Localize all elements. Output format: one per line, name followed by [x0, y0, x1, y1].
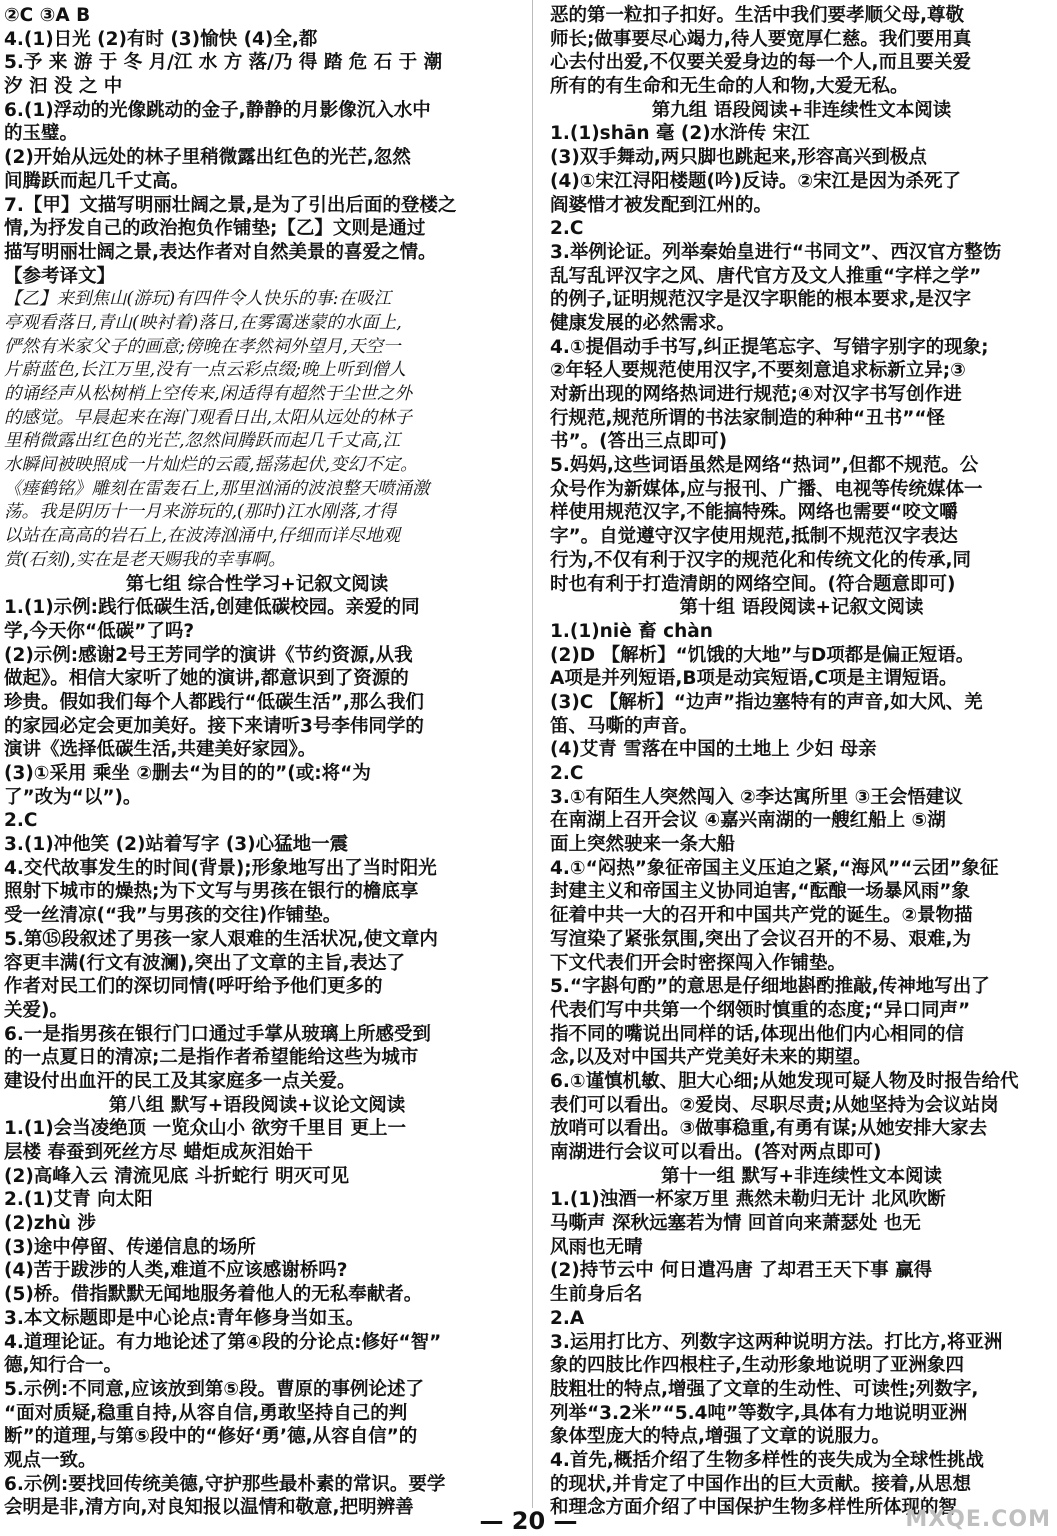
text-line: 的诵经声从松树梢上空传来,闲适得有超然于尘世之外 [4, 384, 413, 404]
text-line: 心去付出爱,不仅要关爱身边的每一个人,而且要关爱 [550, 52, 972, 74]
text-line: 4.交代故事发生的时间(背景);形象地写出了当时阳光 [4, 857, 437, 879]
text-line: 4.道理论证。有力地论述了第④段的分论点:修好“智” [4, 1331, 442, 1353]
text-line: 阎婆惜才被发配到江州的。 [550, 194, 773, 216]
text-line: 1.(1)浊酒一杯家万里 燕然未勒归无计 北风吹断 [550, 1189, 946, 1211]
text-line: 照射下城市的燥热;为下文写与男孩在银行的檐底享 [4, 881, 419, 903]
text-line: 赏(石刻),实在是老天赐我的幸事啊。 [4, 549, 286, 570]
text-line: (2)示例:感谢2号王芳同学的演讲《节约资源,从我 [4, 644, 413, 666]
section-heading: 第十一组 默写+非连续性文本阅读 [661, 1165, 942, 1187]
text-line: 水瞬间被映照成一片灿烂的云霞,摇荡起伏,变幻不定。 [4, 455, 418, 476]
text-line: 情,为抒发自己的政治抱负作铺垫;【乙】文则是通过 [4, 218, 426, 240]
text-line: 1.(1)shān 毫 (2)水浒传 宋江 [550, 123, 810, 145]
text-line: 作者对民工们的深切同情(呼吁给予他们更多的 [4, 976, 383, 998]
text-line: (3)双手舞动,两只脚也跳起来,形容高兴到极点 [550, 147, 927, 169]
text-line: 字”。自觉遵守汉字使用规范,抵制不规范汉字表达 [550, 526, 958, 548]
text-line: 的感觉。早晨起来在海门观看日出,太阳从远处的林子 [4, 407, 413, 428]
text-line: 荡。我是阴历十一月来游玩的,(那时)江水刚落,才得 [4, 502, 397, 523]
text-line: 受一丝清凉(“我”与男孩的交往)作铺垫。 [4, 905, 342, 927]
text-line: 的家园必定会更加美好。接下来请听3号李伟同学的 [4, 715, 424, 737]
text-line: 笛、马嘶的声音。 [550, 715, 699, 737]
text-line: “面对质疑,稳重自持,从容自信,勇敢坚持自己的判 [4, 1402, 408, 1424]
text-line: 2.(1)艾青 向太阳 [4, 1189, 153, 1211]
text-line: 3.(1)冲他笑 (2)站着写字 (3)心猛地一震 [4, 834, 349, 856]
text-line: 封建主义和帝国主义协同迫害,“酝酿一场暴风雨”象 [550, 881, 970, 903]
text-line: (4)①宋江浔阳楼题(吟)反诗。②宋江是因为杀死了 [550, 170, 962, 192]
text-line: 2.A [550, 1307, 585, 1329]
text-line: 和理念方面介绍了中国保护生物多样性所体现的智 [550, 1497, 958, 1519]
text-line: 的例子,证明规范汉字是汉字职能的根本要求,是汉字 [550, 289, 972, 311]
text-line: 书”。(答出三点即可) [550, 431, 728, 453]
text-line: 指不同的嘴说出同样的话,体现出他们内心相同的信 [550, 1023, 965, 1045]
section-heading: 第七组 综合性学习+记叙文阅读 [125, 573, 389, 595]
text-line: 演讲《选择低碳生活,共建美好家园》。 [4, 739, 317, 761]
text-line: 以站在高高的岩石上,在波涛汹涌中,仔细而详尽地观 [4, 526, 401, 547]
text-line: 5.“字斟句酌”的意思是仔细地斟酌推敲,传神地写出了 [550, 976, 990, 998]
text-line: (4)苦于跋涉的人类,难道不应该感谢桥吗? [4, 1260, 348, 1282]
text-line: 在南湖上召开会议 ④嘉兴南湖的一艘红船上 ⑤湖 [550, 810, 946, 832]
text-line: 恶的第一粒扣子扣好。生活中我们要孝顺父母,尊敬 [550, 5, 965, 26]
text-line: 对新出现的网络热词进行规范;④对汉字书写创作进 [550, 384, 962, 405]
text-line: 风雨也无晴 [550, 1236, 643, 1258]
text-line: 写渲染了紧张氛围,突出了会议召开的不易、艰难,为 [550, 928, 972, 950]
text-line: 关爱)。 [4, 999, 68, 1021]
text-line: 征着中共一大的召开和中国共产党的诞生。②景物描 [550, 905, 973, 927]
text-line: 6.(1)浮动的光像跳动的金子,静静的月影像沉入水中 [4, 99, 431, 121]
text-line: 4.首先,概括介绍了生物多样性的丧失成为全球性挑战 [550, 1449, 984, 1471]
text-line: 3.举例论证。列举秦始皇进行“书同文”、西汉官方整饬 [550, 241, 1002, 263]
text-line: 念,以及对中国共产党美好未来的期望。 [550, 1047, 872, 1069]
text-line: 5.第⑮段叙述了男孩一家人艰难的生活状况,使文章内 [4, 928, 438, 950]
text-line: 2.C [550, 218, 584, 240]
text-line: 做起》。相信大家听了她的演讲,都意识到了资源的 [4, 668, 409, 690]
text-line: 的一点夏日的清凉;二是指作者希望能给这些为城市 [4, 1047, 419, 1069]
text-line: 2.C [4, 810, 38, 832]
text-line: 汐 汩 没 之 中 [4, 76, 123, 98]
text-line: 3.①有陌生人突然闯入 ②李达寓所里 ③王会悟建议 [550, 786, 963, 808]
text-line: 象体型庞大的特点,增强了文章的说服力。 [550, 1426, 891, 1448]
left-column [4, 4, 510, 1520]
right-column [550, 4, 1053, 1520]
text-line: 观点一致。 [4, 1449, 97, 1471]
text-line: 描写明丽壮阔之景,表达作者对自然美景的喜爱之情。 [4, 241, 437, 263]
text-line: 南湖进行会议可以看出。(答对两点即可) [550, 1142, 882, 1163]
text-line: ②C ③A B [4, 5, 91, 26]
text-line: (3)途中停留、传递信息的场所 [4, 1236, 256, 1258]
text-line: 3.本文标题即是中心论点:青年修身当如玉。 [4, 1307, 365, 1329]
text-line: 4.①提倡动手书写,纠正提笔忘字、写错字别字的现象; [550, 336, 989, 358]
text-line: 7.【甲】文描写明丽壮阔之景,是为了引出后面的登楼之 [4, 194, 457, 216]
text-line: 众号作为新媒体,应与报刊、广播、电视等传统媒体一 [550, 478, 983, 500]
text-line: 行为,不仅有利于汉字的规范化和传统文化的传承,同 [550, 549, 972, 571]
text-line: 【乙】来到焦山(游玩)有四件令人快乐的事:在吸江 [4, 289, 392, 310]
section-heading: 第八组 默写+语段阅读+议论文阅读 [108, 1094, 406, 1116]
text-line: ②年轻人要规范使用汉字,不要刻意追求标新立异;③ [550, 360, 966, 382]
text-line: 行规范,规范所谓的书法家制造的种种“丑书”“怪 [550, 407, 946, 429]
text-line: 6.示例:要找回传统美德,守护那些最朴素的常识。要学 [4, 1473, 446, 1495]
text-line: 时也有利于打造清朗的网络空间。(符合题意即可) [550, 573, 956, 595]
text-line: 断”的道理,与第⑤段中的“修好‘勇’德,从容自信”的 [4, 1426, 418, 1448]
text-line: 亭观看落日,青山(映衬着)落日,在雾霭迷蒙的水面上, [4, 312, 402, 333]
text-line: 4.(1)日光 (2)有时 (3)愉快 (4)全,都 [4, 28, 318, 50]
text-line: (3)C 【解析】“边声”指边塞特有的声音,如大风、羌 [550, 691, 983, 713]
text-line: 的玉璧。 [4, 123, 79, 145]
section-heading: 第十组 语段阅读+记叙文阅读 [679, 597, 924, 619]
text-line: (5)桥。借指默默无闻地服务着他人的无私奉献者。 [4, 1284, 423, 1306]
text-line: 1.(1)会当凌绝顶 一览众山小 欲穷千里目 更上一 [4, 1118, 407, 1140]
text-line: 所有的有生命和无生命的人和物,大爱无私。 [550, 76, 909, 98]
text-line: 德,知行合一。 [4, 1355, 123, 1377]
page-number: — 20 — [479, 1507, 578, 1535]
text-line: 5.予 来 游 于 冬 月/江 水 方 落/乃 得 踏 危 石 于 潮 [4, 52, 443, 74]
text-line: 象的四肢比作四根柱子,生动形象地说明了亚洲象四 [550, 1355, 965, 1377]
text-line: 的现状,并肯定了中国作出的巨大贡献。接着,从思想 [550, 1473, 972, 1495]
text-line: 下文代表们开会时密探闯入作铺垫。 [550, 952, 847, 974]
text-line: A项是并列短语,B项是动宾短语,C项是主谓短语。 [550, 668, 958, 690]
site-watermark: MXQE.COM [905, 1507, 1051, 1532]
text-line: (2)持节云中 何日遣冯唐 了却君王天下事 赢得 [550, 1260, 933, 1282]
text-line: 建设付出血汗的民工及其家庭多一点关爱。 [4, 1070, 356, 1092]
text-line: 面上突然驶来一条大船 [550, 834, 736, 856]
text-line: 列举“3.2米”“5.4吨”等数字,具体有力地说明亚洲 [550, 1402, 968, 1424]
text-line: (2)高峰入云 清流见底 斗折蛇行 明灭可见 [4, 1165, 350, 1187]
text-line: 1.(1)niè 畜 chàn [550, 620, 713, 642]
text-line: 样使用规范汉字,不能搞特殊。网络也需要“咬文嚼 [550, 502, 958, 524]
text-line: 肢粗壮的特点,增强了文章的生动性、可读性;列数字, [550, 1378, 979, 1400]
text-line: 健康发展的必然需求。 [550, 312, 736, 334]
text-line: 乱写乱评汉字之风、唐代官方及文人推重“字样之学” [550, 265, 982, 287]
text-line: 6.①谨慎机敏、胆大心细;从她发现可疑人物及时报告给代 [550, 1070, 1019, 1092]
text-line: 珍贵。假如我们每个人都践行“低碳生活”,那么我们 [4, 691, 424, 713]
text-line: 容更丰满(行文有波澜),突出了文章的主旨,表达了 [4, 952, 405, 974]
text-line: 马嘶声 深秋远塞若为情 回首向来萧瑟处 也无 [550, 1213, 921, 1235]
text-line: 片蔚蓝色,长江万里,没有一点云彩点缀;晚上听到僧人 [4, 360, 407, 381]
text-line: 会明是非,清方向,对良知报以温情和敬意,把明辨善 [4, 1497, 414, 1519]
text-line: 1.(1)示例:践行低碳生活,创建低碳校园。亲爱的同 [4, 597, 420, 619]
text-line: 5.妈妈,这些词语虽然是网络“热词”,但都不规范。公 [550, 455, 979, 477]
text-line: 代表们写中共第一个纲领时慎重的态度;“异口同声” [550, 999, 971, 1021]
text-line: 间腾跃而起几千丈高。 [4, 170, 190, 192]
text-line: (2)开始从远处的林子里稍微露出红色的光芒,忽然 [4, 147, 411, 169]
text-line: 放哨可以看出。③做事稳重,有勇有谋;从她安排大家去 [550, 1118, 988, 1140]
text-line: 生前身后名 [550, 1284, 643, 1306]
text-line: (2)D 【解析】“饥饿的大地”与D项都是偏正短语。 [550, 644, 975, 666]
section-heading: 第九组 语段阅读+非连续性文本阅读 [651, 99, 952, 121]
text-line: 里稍微露出红色的光芒,忽然间腾跃而起几千丈高,江 [4, 431, 401, 452]
text-line: 《瘗鹤铭》雕刻在雷轰石上,那里汹涌的波浪整天喷涌激 [4, 478, 430, 499]
text-line: (4)艾青 雪落在中国的土地上 少妇 母亲 [550, 739, 877, 761]
text-line: 了”改为“以”)。 [4, 786, 142, 808]
text-line: (3)①采用 乘坐 ②删去“为目的的”(或:将“为 [4, 763, 371, 784]
text-line: 层楼 春蚕到死丝方尽 蜡炬成灰泪始干 [4, 1142, 313, 1163]
text-line: 学,今天你“低碳”了吗? [4, 620, 195, 642]
text-line: 3.运用打比方、列数字这两种说明方法。打比方,将亚洲 [550, 1331, 1003, 1353]
text-line: (2)zhù 涉 [4, 1213, 96, 1235]
text-line: 4.①“闷热”象征帝国主义压迫之紧,“海风”“云团”象征 [550, 857, 999, 879]
text-line: 5.示例:不同意,应该放到第⑤段。曹原的事例论述了 [4, 1378, 424, 1400]
text-line: 师长;做事要尽心竭力,待人要宽厚仁慈。我们要用真 [550, 28, 972, 50]
text-line: 俨然有米家父子的画意;傍晚在孝然祠外望月,天空一 [4, 336, 401, 357]
text-line: 表们可以看出。②爱岗、尽职尽责;从她坚持为会议站岗 [550, 1094, 999, 1116]
text-line: 6.一是指男孩在银行门口通过手掌从玻璃上所感受到 [4, 1023, 431, 1045]
text-line: 2.C [550, 763, 584, 784]
column-divider [532, 0, 533, 1508]
text-line: 【参考译文】 [4, 265, 116, 287]
